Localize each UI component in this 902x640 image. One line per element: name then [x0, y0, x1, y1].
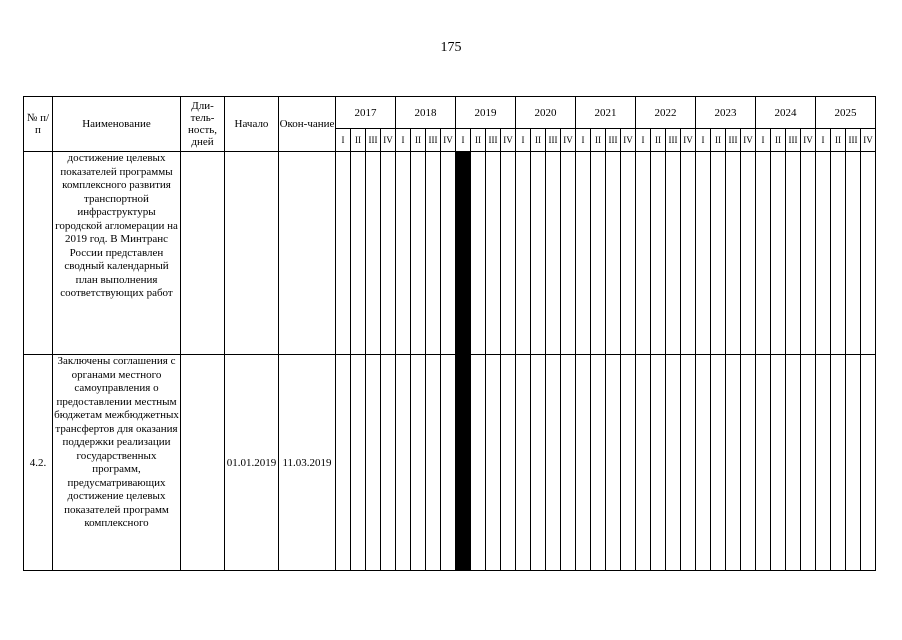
quarter-header: IV	[561, 129, 576, 152]
header-num: № п/п	[24, 97, 53, 152]
gantt-cell	[366, 152, 381, 355]
quarter-header: II	[471, 129, 486, 152]
row-number	[24, 152, 53, 355]
year-header: 2019	[456, 97, 516, 129]
gantt-cell	[426, 355, 441, 571]
gantt-cell	[771, 152, 786, 355]
gantt-cell	[696, 152, 711, 355]
gantt-cell	[441, 355, 456, 571]
header-start: Начало	[225, 97, 279, 152]
gantt-cell	[666, 355, 681, 571]
quarter-header: III	[786, 129, 801, 152]
quarter-header: IV	[441, 129, 456, 152]
quarter-header: IV	[681, 129, 696, 152]
page-number: 175	[440, 40, 462, 55]
gantt-cell	[531, 152, 546, 355]
year-header: 2018	[396, 97, 456, 129]
gantt-cell	[606, 152, 621, 355]
quarter-header: IV	[741, 129, 756, 152]
row-duration	[181, 152, 225, 355]
gantt-cell	[546, 152, 561, 355]
gantt-cell	[651, 152, 666, 355]
gantt-cell	[546, 355, 561, 571]
row-duration	[181, 355, 225, 571]
row-name: Заключены соглашения с органами местного самоуправления о предоставлении местным бюджетам межбюджетных трансфертов для оказания поддержки реализации государственных программ, предусматривающих достижение целевых показателей программ комплексного	[53, 355, 181, 571]
gantt-cell	[861, 152, 876, 355]
quarter-header: III	[666, 129, 681, 152]
gantt-cell	[591, 355, 606, 571]
row-start-date: 01.01.2019	[225, 355, 279, 571]
gantt-cell	[561, 355, 576, 571]
gantt-cell	[501, 152, 516, 355]
gantt-cell	[816, 355, 831, 571]
quarter-header: IV	[501, 129, 516, 152]
gantt-cell	[756, 152, 771, 355]
quarter-header: IV	[381, 129, 396, 152]
gantt-cell	[351, 355, 366, 571]
gantt-cell	[741, 152, 756, 355]
gantt-cell	[636, 355, 651, 571]
quarter-header: II	[771, 129, 786, 152]
quarter-header: IV	[621, 129, 636, 152]
gantt-cell	[516, 152, 531, 355]
quarter-header: I	[456, 129, 471, 152]
quarter-header: IV	[861, 129, 876, 152]
quarter-header: I	[756, 129, 771, 152]
gantt-cell	[381, 152, 396, 355]
gantt-cell	[846, 152, 861, 355]
gantt-cell	[336, 355, 351, 571]
gantt-cell	[621, 355, 636, 571]
quarter-header: II	[351, 129, 366, 152]
gantt-cell	[681, 355, 696, 571]
gantt-cell	[726, 355, 741, 571]
gantt-cell	[576, 152, 591, 355]
gantt-cell	[441, 152, 456, 355]
gantt-cell	[786, 355, 801, 571]
gantt-cell	[396, 355, 411, 571]
gantt-cell	[681, 152, 696, 355]
gantt-bar	[456, 152, 471, 355]
gantt-cell	[561, 152, 576, 355]
row-end-date: 11.03.2019	[279, 355, 336, 571]
quarter-header: III	[426, 129, 441, 152]
quarter-header: I	[396, 129, 411, 152]
quarter-header: II	[711, 129, 726, 152]
gantt-cell	[831, 355, 846, 571]
gantt-cell	[576, 355, 591, 571]
quarter-header: III	[726, 129, 741, 152]
year-header: 2022	[636, 97, 696, 129]
quarter-header: II	[591, 129, 606, 152]
table-row	[24, 355, 876, 571]
gantt-cell	[351, 152, 366, 355]
quarter-header: IV	[801, 129, 816, 152]
quarter-header: I	[576, 129, 591, 152]
gantt-cell	[756, 355, 771, 571]
gantt-cell	[366, 355, 381, 571]
gantt-cell	[831, 152, 846, 355]
quarter-header: II	[651, 129, 666, 152]
gantt-cell	[801, 355, 816, 571]
gantt-cell	[816, 152, 831, 355]
gantt-cell	[591, 152, 606, 355]
year-header: 2021	[576, 97, 636, 129]
row-name: достижение целевых показателей программы комплексного развития транспортной инфраструктуры городской агломерации на 2019 год. В Минтранс России представлен сводный календарный план выполнения соответствующих работ	[53, 152, 181, 355]
row-end-date	[279, 152, 336, 355]
gantt-cell	[381, 355, 396, 571]
quarter-header: III	[366, 129, 381, 152]
header-duration: Дли-тель-ность, дней	[181, 97, 225, 152]
gantt-cell	[531, 355, 546, 571]
quarter-header: II	[411, 129, 426, 152]
gantt-cell	[486, 152, 501, 355]
gantt-cell	[396, 152, 411, 355]
gantt-cell	[636, 152, 651, 355]
gantt-cell	[606, 355, 621, 571]
gantt-cell	[516, 355, 531, 571]
gantt-cell	[501, 355, 516, 571]
gantt-cell	[621, 152, 636, 355]
quarter-header: III	[846, 129, 861, 152]
gantt-cell	[786, 152, 801, 355]
gantt-cell	[861, 355, 876, 571]
gantt-bar	[456, 355, 471, 571]
year-header: 2017	[336, 97, 396, 129]
year-header-row	[24, 97, 876, 129]
gantt-cell	[711, 355, 726, 571]
quarter-header: III	[486, 129, 501, 152]
row-number: 4.2.	[24, 355, 53, 571]
gantt-cell	[741, 355, 756, 571]
gantt-cell	[771, 355, 786, 571]
gantt-cell	[426, 152, 441, 355]
gantt-cell	[726, 152, 741, 355]
gantt-cell	[336, 152, 351, 355]
gantt-cell	[696, 355, 711, 571]
gantt-cell	[801, 152, 816, 355]
quarter-header: II	[831, 129, 846, 152]
gantt-cell	[711, 152, 726, 355]
year-header: 2020	[516, 97, 576, 129]
quarter-header: I	[516, 129, 531, 152]
gantt-table	[23, 96, 876, 571]
quarter-header: III	[606, 129, 621, 152]
quarter-header: I	[696, 129, 711, 152]
quarter-header: I	[336, 129, 351, 152]
quarter-header: III	[546, 129, 561, 152]
header-end: Окон-чание	[279, 97, 336, 152]
quarter-header: I	[636, 129, 651, 152]
row-start-date	[225, 152, 279, 355]
header-name: Наименование	[53, 97, 181, 152]
table-row	[24, 152, 876, 355]
gantt-cell	[411, 355, 426, 571]
gantt-cell	[471, 152, 486, 355]
year-header: 2025	[816, 97, 876, 129]
year-header: 2023	[696, 97, 756, 129]
gantt-cell	[651, 355, 666, 571]
gantt-cell	[411, 152, 426, 355]
quarter-header: II	[531, 129, 546, 152]
year-header: 2024	[756, 97, 816, 129]
gantt-cell	[471, 355, 486, 571]
gantt-cell	[846, 355, 861, 571]
gantt-cell	[486, 355, 501, 571]
gantt-cell	[666, 152, 681, 355]
quarter-header: I	[816, 129, 831, 152]
